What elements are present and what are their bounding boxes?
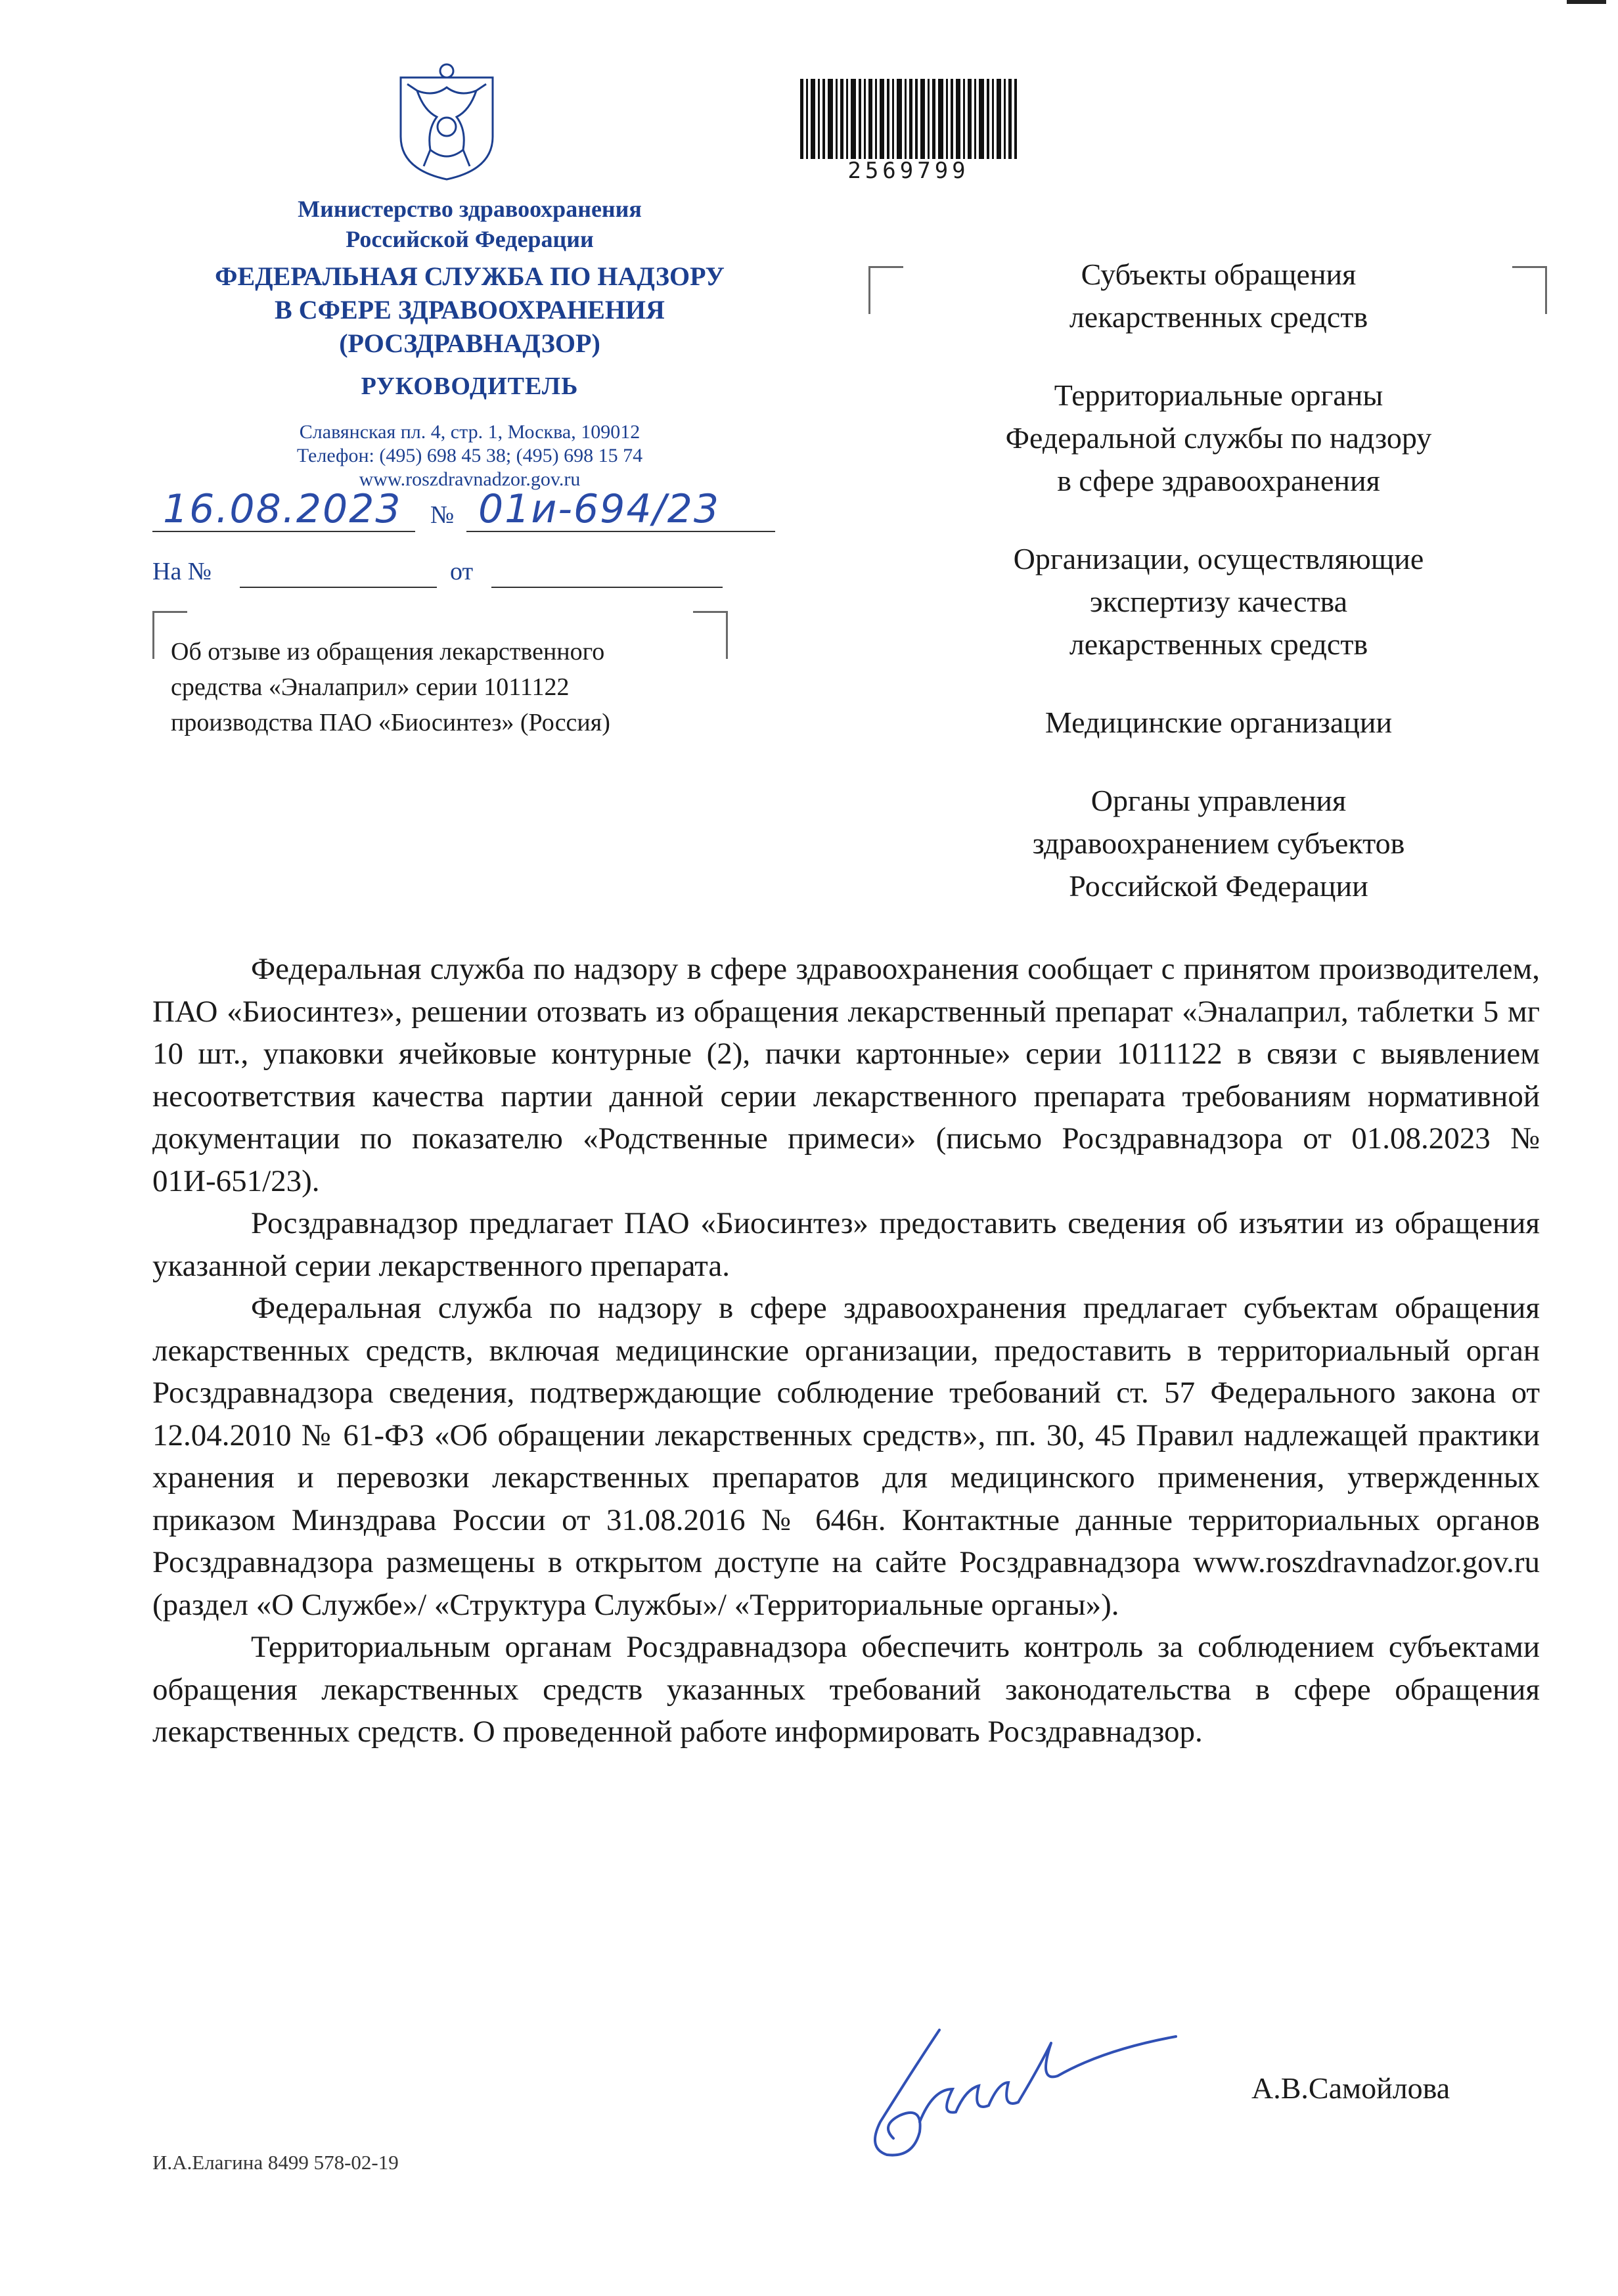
reference-label: На № <box>152 558 212 585</box>
number-underline <box>466 531 775 532</box>
ministry-line: Министерство здравоохранения <box>298 196 642 222</box>
addressee-line: Российской Федерации <box>1069 869 1368 903</box>
scan-edge-mark <box>1567 0 1606 4</box>
reference-number-line <box>240 587 437 588</box>
registration-number: 01и-694/23 <box>478 486 721 532</box>
body-paragraph: Федеральная служба по надзору в сфере здравоохранения предлагает субъектам обращения лекарственных средств, включая медицинские организации, предоставить в территориальный орган Росздравнадзора сведения, подтверждающие соблюдение требований ст. 57 Федерального закона от 12.04.2010 № 61-ФЗ «Об обращении лекарственных средств», пп. 30, 45 Правил надлежащей практики хранения и перевозки лекарственных препаратов для медицинского применения, утвержденных приказом Минздрава России от 31.08.2016 № 646н. Контактные данные территориальных органов Росздравнадзора размещены в открытом доступе на сайте Росздравнадзора www.roszdravnadzor.gov.ru (раздел «О Службе»/ «Структура Службы»/ «Территориальные органы»). <box>152 1291 1540 1622</box>
barcode-number: 2569799 <box>847 158 970 184</box>
addressee-line: экспертизу качества <box>1089 585 1348 618</box>
signer-name: А.В.Самойлова <box>1251 2071 1450 2105</box>
subject-block <box>171 634 736 740</box>
coat-of-arms-icon <box>391 58 503 181</box>
reference-date-line <box>491 587 723 588</box>
website-line: www.roszdravnadzor.gov.ru <box>359 468 581 490</box>
address-block <box>131 420 808 491</box>
registration-date: 16.08.2023 <box>163 486 402 532</box>
reference-from-label: от <box>450 558 474 585</box>
addressee-item <box>867 701 1570 744</box>
addressee-line: Организации, осуществляющие <box>1013 542 1424 575</box>
service-line: ФЕДЕРАЛЬНАЯ СЛУЖБА ПО НАДЗОРУ <box>215 261 725 291</box>
address-line: Телефон: (495) 698 45 38; (495) 698 15 74 <box>296 445 643 466</box>
ministry-line: Российской Федерации <box>346 226 594 252</box>
number-sign: № <box>430 501 455 529</box>
executor-contact: И.А.Елагина 8499 578-02-19 <box>152 2151 399 2174</box>
subject-line: средства «Эналаприл» серии 1011122 <box>171 673 570 701</box>
service-name <box>131 259 808 360</box>
body-paragraph: Территориальным органам Росздравнадзора обеспечить контроль за соблюдением субъектами обращения лекарственных средств указанных требований законодательства в сфере обращения лекарственных средств. О проведенной работе информировать Росздравнадзор. <box>152 1630 1540 1749</box>
barcode <box>800 79 1017 159</box>
body-paragraph: Росздравнадзор предлагает ПАО «Биосинтез» предоставить сведения об изъятии из обращения указанной серии лекарственного препарата. <box>152 1206 1540 1283</box>
service-line: (РОСЗДРАВНАДЗОР) <box>339 328 600 358</box>
addressee-item <box>867 779 1570 907</box>
addressee-item <box>867 537 1570 665</box>
addressee-line: в сфере здравоохранения <box>1057 464 1380 497</box>
addressee-line: Субъекты обращения <box>1081 258 1357 291</box>
addressee-line: Территориальные органы <box>1054 378 1383 412</box>
addressee-line: здравоохранением субъектов <box>1032 826 1405 860</box>
address-line: Славянская пл. 4, стр. 1, Москва, 109012 <box>299 421 640 443</box>
subject-line: производства ПАО «Биосинтез» (Россия) <box>171 709 610 736</box>
addressee-line: Органы управления <box>1090 784 1347 817</box>
addressee-item <box>867 253 1570 338</box>
addressee-line: Медицинские организации <box>1045 706 1393 739</box>
subject-line: Об отзыве из обращения лекарственного <box>171 638 605 665</box>
body-paragraph: Федеральная служба по надзору в сфере здравоохранения сообщает с принятом производителем, ПАО «Биосинтез», решении отозвать из обращения лекарственный препарат «Эналаприл, таблетки 5 мг 10 шт., упаковки ячейковые контурные (2), пачки картонные» серии 1011122 в связи с выявлением несоответствия качества партии данной серии лекарственного препарата требованиям нормативной документации по показателю «Родственные примеси» (письмо Росздравнадзора от 01.08.2023 № 01И-651/23). <box>152 952 1540 1198</box>
addressee-list <box>867 253 1570 943</box>
addressee-line: лекарственных средств <box>1069 627 1368 661</box>
handwritten-signature <box>841 1991 1182 2168</box>
date-underline <box>152 531 415 532</box>
addressee-line: лекарственных средств <box>1069 300 1368 334</box>
addressee-line: Федеральной службы по надзору <box>1005 421 1432 455</box>
letter-body <box>152 948 1540 1753</box>
head-title: РУКОВОДИТЕЛЬ <box>361 372 579 400</box>
addressee-item <box>867 374 1570 502</box>
service-line: В СФЕРЕ ЗДРАВООХРАНЕНИЯ <box>275 295 665 325</box>
ministry-name <box>131 194 808 254</box>
